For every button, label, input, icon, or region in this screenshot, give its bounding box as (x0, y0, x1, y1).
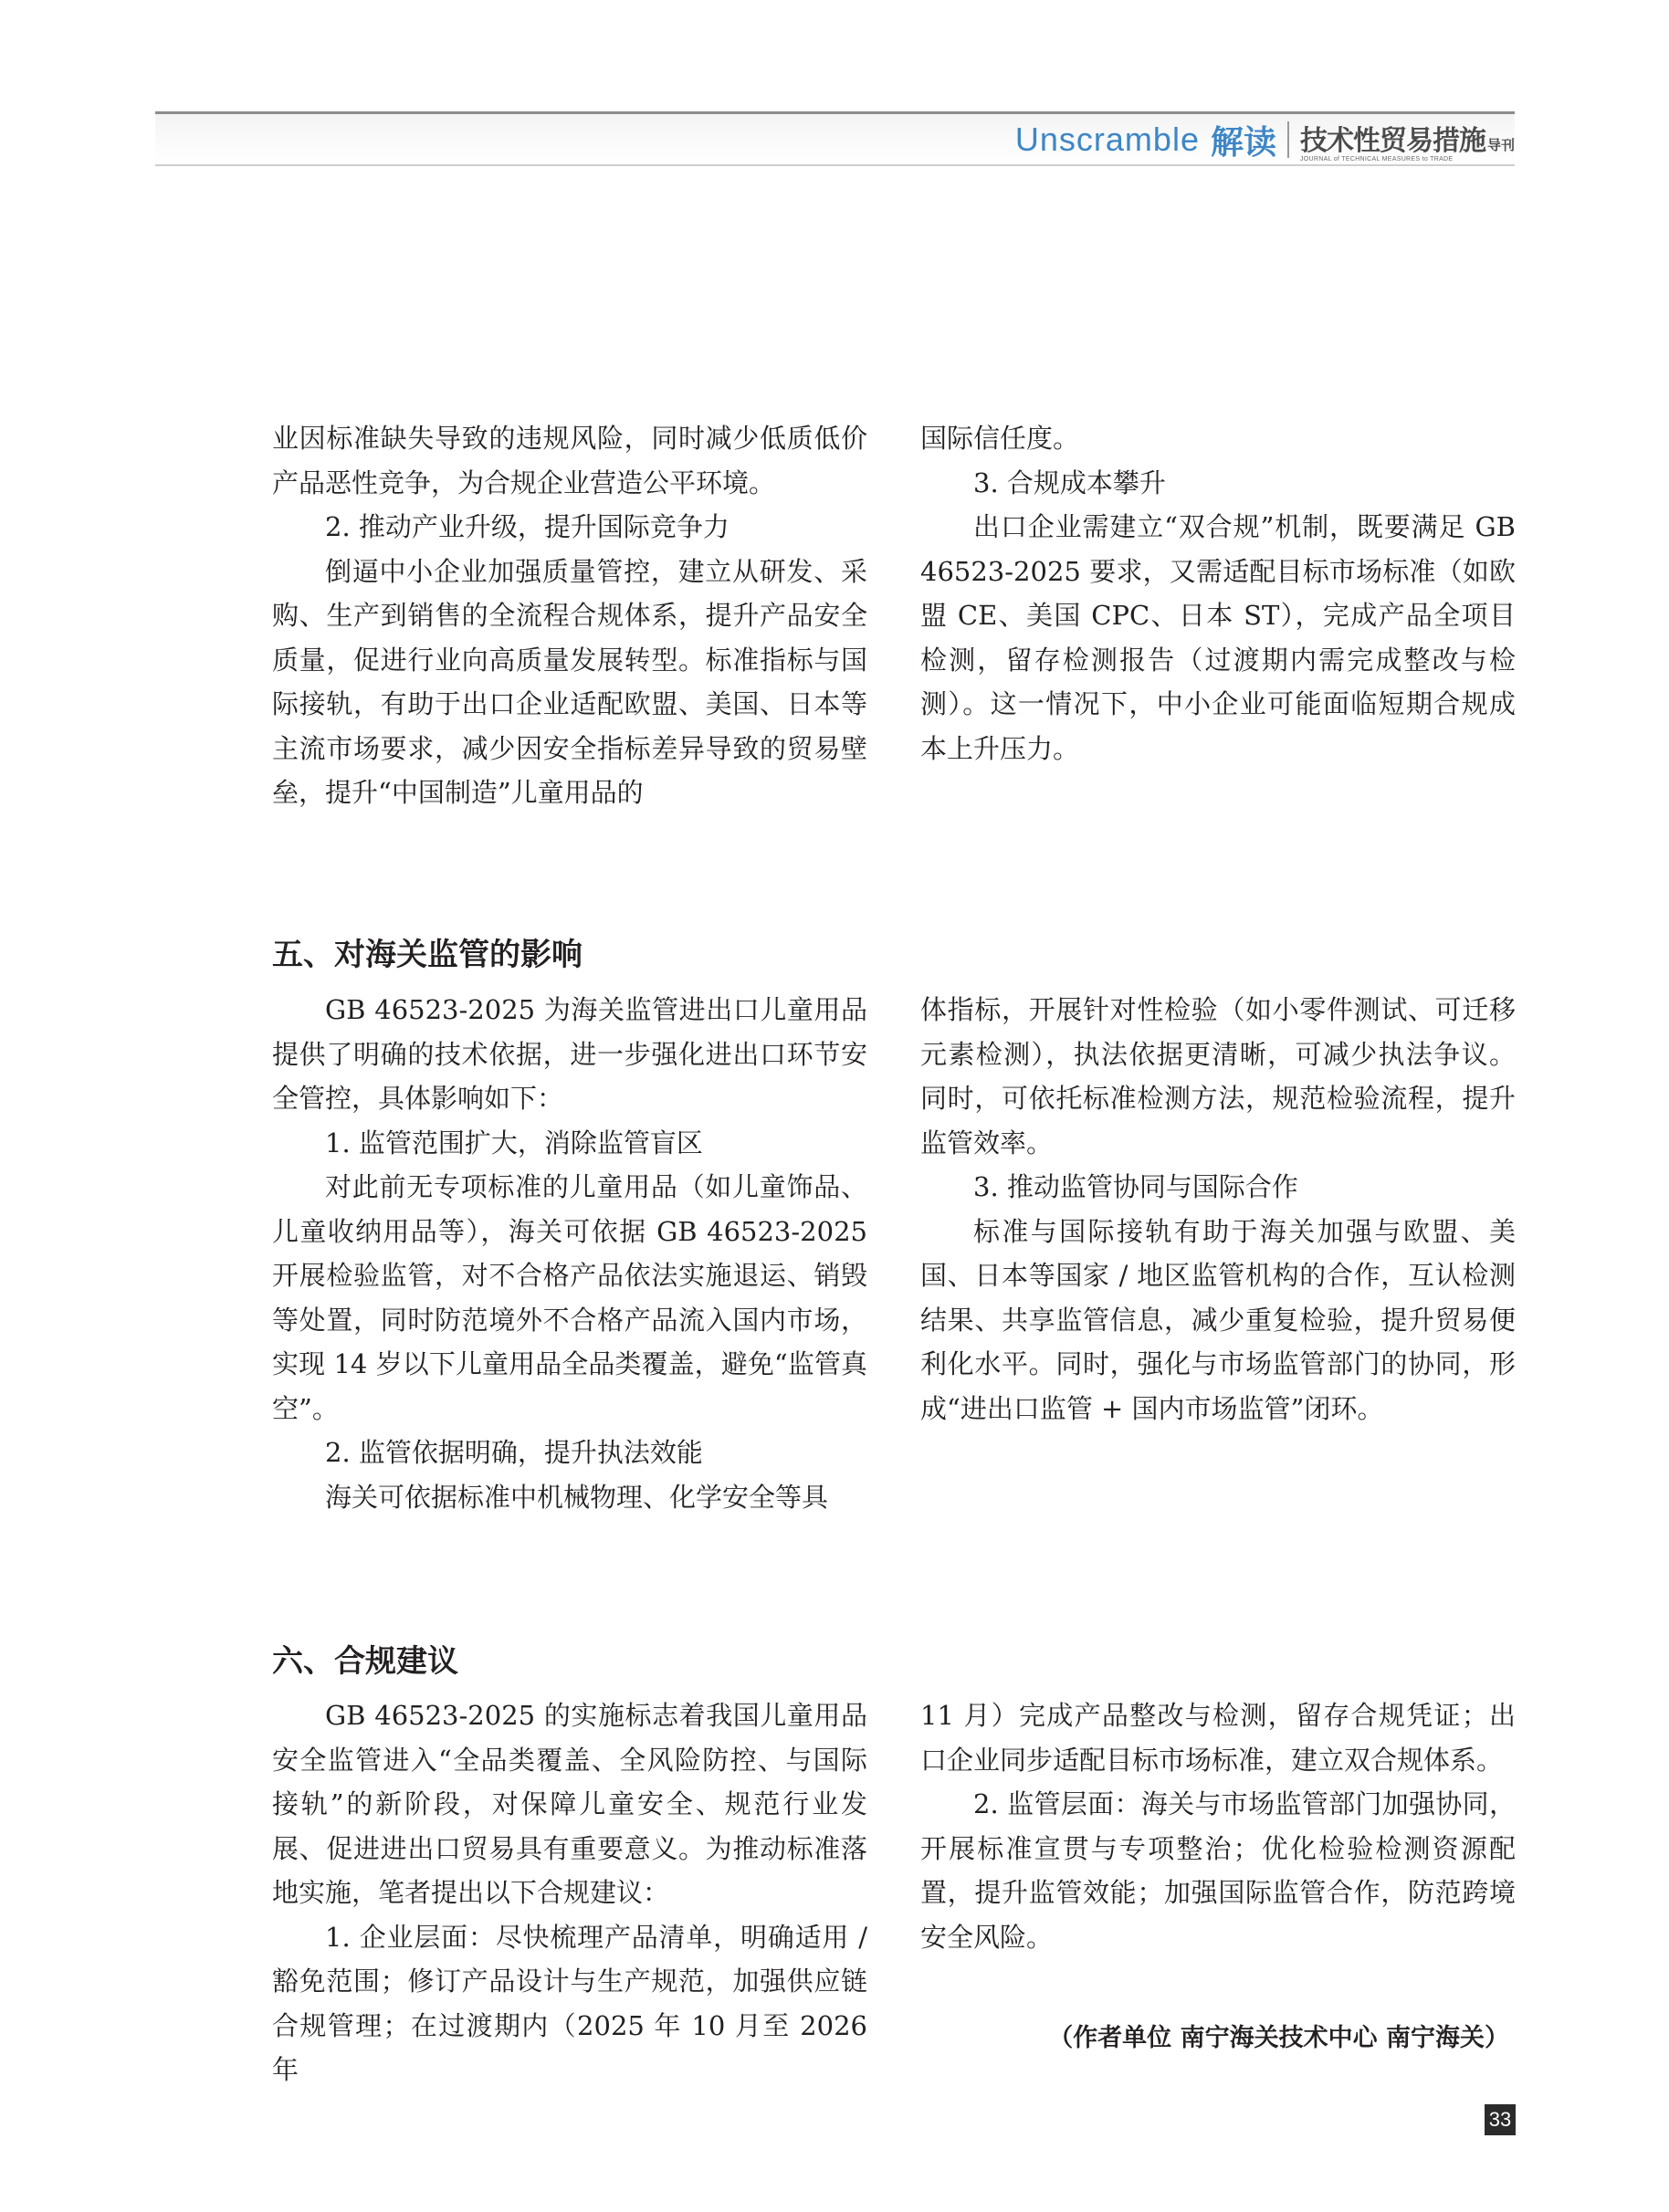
paragraph: 11 月）完成产品整改与检测，留存合规凭证；出口企业同步适配目标市场标准，建立双合规体系。 (920, 1700, 1516, 1776)
paragraph: 出口企业需建立“双合规”机制，既要满足 GB 46523-2025 要求，又需适配目标市场标准（如欧盟 CE、美国 CPC、日本 ST），完成产品全项目检测，留存检测报告（过渡期内需完成整改与检测）。这一情况下，中小企业可能面临短期合规成本上升压力。 (920, 511, 1516, 764)
section-6-left-column (272, 1693, 867, 2092)
magazine-english-name: JOURNAL of TECHNICAL MEASURES to TRADE (1299, 155, 1454, 162)
paragraph: 2. 监管层面：海关与市场监管部门加强协同，开展标准宣贯与专项整治；优化检验检测资源配置，提升监管效能；加强国际监管合作，防范跨境安全风险。 (920, 1788, 1516, 1953)
paragraph: GB 46523-2025 的实施标志着我国儿童用品安全监管进入“全品类覆盖、全风险防控、与国际接轨”的新阶段，对保障儿童安全、规范行业发展、促进进出口贸易具有重要意义。为推动标准落地实施，笔者提出以下合规建议： (272, 1700, 867, 1908)
paragraph: 倒逼中小企业加强质量管控，建立从研发、采购、生产到销售的全流程合规体系，提升产品安全质量，促进行业向高质量发展转型。标准指标与国际接轨，有助于出口企业适配欧盟、美国、日本等主流市场要求，减少因安全指标差异导致的贸易壁垒，提升“中国制造”儿童用品的 (272, 555, 867, 808)
paragraph: 标准与国际接轨有助于海关加强与欧盟、美国、日本等国家 / 地区监管机构的合作，互认检测结果、共享监管信息，减少重复检验，提升贸易便利化水平。同时，强化与市场监管部门的协同，形成“进出口监管 + 国内市场监管”闭环。 (920, 1215, 1516, 1424)
section-continuation-left-column (272, 416, 867, 815)
paragraph: 1. 企业层面：尽快梳理产品清单，明确适用 / 豁免范围；修订产品设计与生产规范，加强供应链合规管理；在过渡期内（2025 年 10 月至 2026 年 (272, 1921, 867, 2085)
paragraph: 体指标，开展针对性检验（如小零件测试、可迁移元素检测），执法依据更清晰，可减少执法争议。同时，可依托标准检测方法，规范检验流程，提升监管效率。 (920, 994, 1516, 1158)
paragraph: 3. 合规成本攀升 (973, 467, 1166, 498)
magazine-subtitle: 导刊 (1486, 136, 1515, 153)
magazine-logo (1300, 118, 1515, 162)
header-chinese-label: 解读 (1210, 123, 1276, 162)
section-5-heading: 五、对海关监管的影响 (272, 937, 583, 973)
section-5-left-column (272, 988, 867, 1519)
header-english-label: Unscramble (1014, 121, 1200, 158)
paragraph: GB 46523-2025 为海关监管进出口儿童用品提供了明确的技术依据，进一步强化进出口环节安全管控，具体影响如下： (272, 994, 867, 1114)
paragraph: 1. 监管范围扩大，消除监管盲区 (325, 1127, 703, 1158)
paragraph: 国际信任度。 (920, 423, 1080, 454)
paragraph: 2. 推动产业升级，提升国际竞争力 (325, 511, 730, 542)
paragraph: 2. 监管依据明确，提升执法效能 (325, 1437, 703, 1468)
author-affiliation: （作者单位 南宁海关技术中心 南宁海关） (1048, 2024, 1509, 2052)
paragraph: 3. 推动监管协同与国际合作 (973, 1171, 1298, 1202)
section-6-right-column (920, 1693, 1516, 1959)
section-continuation-right-column (920, 416, 1516, 771)
paragraph: 对此前无专项标准的儿童用品（如儿童饰品、儿童收纳用品等），海关可依据 GB 46523-2025 开展检验监管，对不合格产品依法实施退运、销毁等处置，同时防范境外不合格产品流入国内市场，实现 14 岁以下儿童用品全品类覆盖，避免“监管真空”。 (272, 1171, 867, 1424)
section-6-heading: 六、合规建议 (272, 1643, 458, 1680)
paragraph: 海关可依据标准中机械物理、化学安全等具 (325, 1481, 829, 1513)
section-5-right-column (920, 988, 1516, 1431)
page-number: 33 (1485, 2104, 1516, 2135)
header-titles (1015, 118, 1515, 162)
magazine-title: 技术性贸易措施 (1299, 124, 1485, 157)
running-header (155, 114, 1515, 166)
header-separator (1287, 121, 1289, 158)
paragraph: 业因标准缺失导致的违规风险，同时减少低质低价产品恶性竞争，为合规企业营造公平环境。 (272, 423, 867, 498)
